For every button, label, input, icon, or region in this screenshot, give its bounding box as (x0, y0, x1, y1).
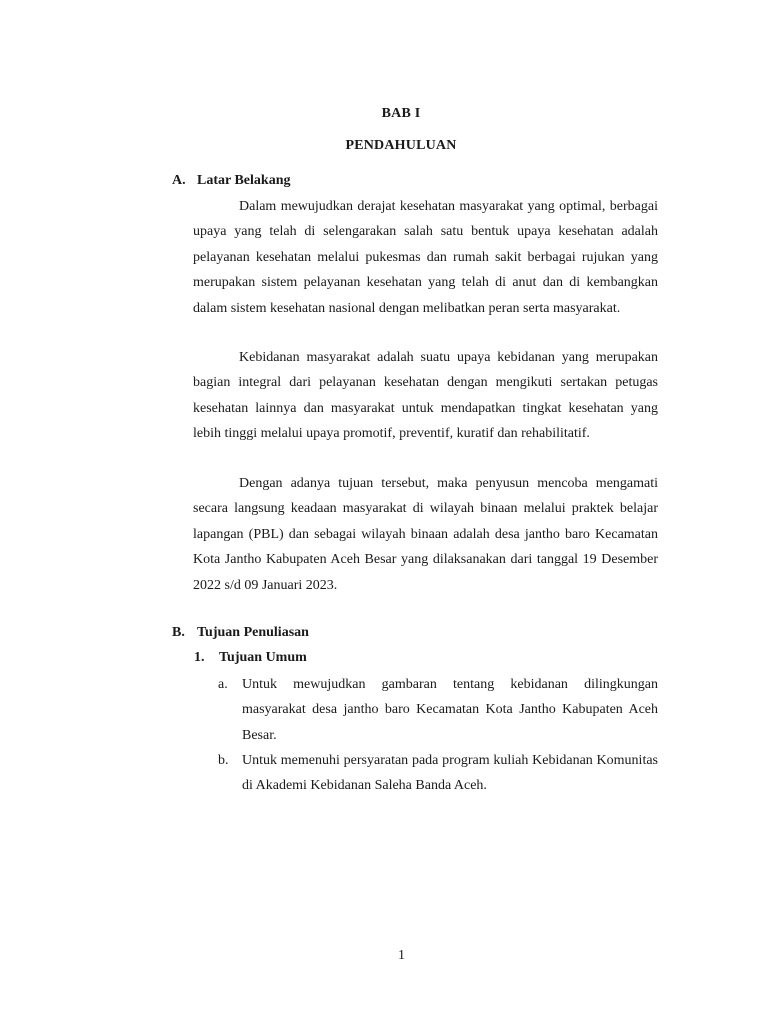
list-item-a-text: Untuk mewujudkan gambaran tentang kebidanan dilingkungan masyarakat desa jantho baro Kecamatan Kota Jantho Kabupaten Aceh Besar. (242, 677, 658, 743)
page-number: 1 (398, 948, 405, 963)
list-item-b-text: Untuk memenuhi persyaratan pada program kuliah Kebidanan Komunitas di Akademi Kebidanan Saleha Banda Aceh. (242, 753, 658, 794)
paragraph-3: Dengan adanya tujuan tersebut, maka penyusun mencoba mengamati secara langsung keadaan masyarakat di wilayah binaan melalui praktek belajar lapangan (PBL) dan sebagai wilayah binaan adalah desa jantho baro Kecamatan Kota Jantho Kabupaten Aceh Besar yang dilaksanakan dari tanggal 19 Desember 2022 s/d 09 Januari 2023. (193, 476, 658, 593)
list-item-a-letter: a. (218, 677, 228, 692)
section-a-heading (172, 173, 290, 189)
section-b-title: Tujuan Penuliasan (197, 625, 309, 640)
section-a-marker: A. (172, 173, 186, 188)
subsection-1-heading (194, 650, 307, 666)
chapter-number: BAB I (381, 106, 421, 121)
paragraph-2: Kebidanan masyarakat adalah suatu upaya kebidanan yang merupakan bagian integral dari pelayanan kesehatan dengan mengikuti sertakan petugas kesehatan lainnya dan masyarakat untuk mendapatkan tingkat kesehatan yang lebih tinggi melalui upaya promotif, preventif, kuratif dan rehabilitatif. (193, 350, 658, 442)
list-item-a (218, 672, 658, 748)
section-b-marker: B. (172, 625, 185, 640)
section-b-heading (172, 625, 309, 641)
section-a-title: Latar Belakang (197, 173, 291, 188)
chapter-title: PENDAHULUAN (345, 138, 457, 153)
subsection-1-title: Tujuan Umum (219, 650, 307, 665)
list-item-b-letter: b. (218, 753, 229, 768)
paragraph-1: Dalam mewujudkan derajat kesehatan masyarakat yang optimal, berbagai upaya yang telah di selengarakan salah satu bentuk upaya kesehatan adalah pelayanan kesehatan melalui pukesmas dan rumah sakit berbagai rujukan yang merupakan sistem pelayanan kesehatan yang telah di anut dan di kembangkan dalam sistem kesehatan nasional dengan melibatkan peran serta masyarakat. (193, 199, 658, 316)
list-item-b (218, 748, 658, 799)
subsection-1-marker: 1. (194, 650, 205, 665)
